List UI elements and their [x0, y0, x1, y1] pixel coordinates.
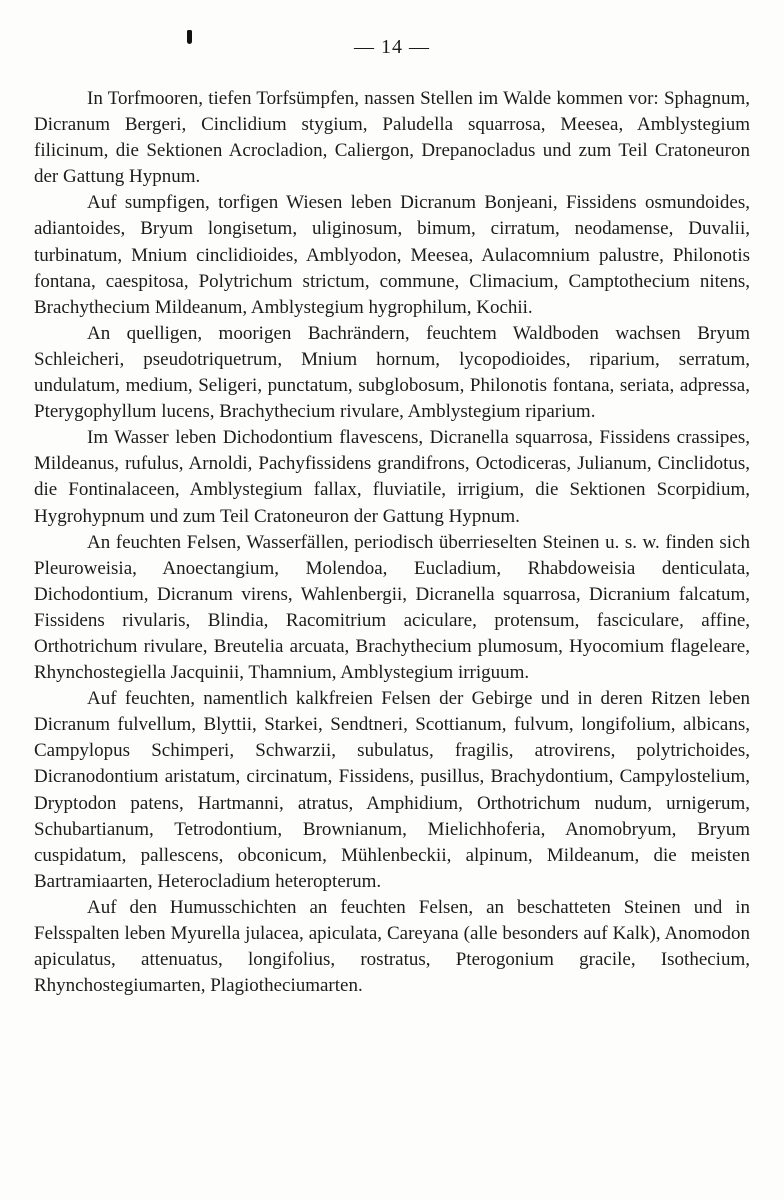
paragraph-feuchte-felsen: An feuchten Felsen, Wasserfällen, periodisch überrieselten Steinen u. s. w. finden sich Pleuroweisia, Anoectangium, Molendoa, Eucladium, Rhabdoweisia denticulata, Dichodontium, Dicranum virens, Wahlenbergii, Dicranella squarrosa, Dicranium falcatum, Fissidens rivularis, Blindia, Racomitrium aciculare, protensum, fasciculare, affine, Orthotrichum rivulare, Breutelia arcuata, Brachythecium plumosum, Hyocomium flageleare, Rhynchostegiella Jacquinii, Thamnium, Amblystegium irriguum. [34, 531, 750, 684]
paragraph-bachraender: An quelligen, moorigen Bachrändern, feuchtem Waldboden wachsen Bryum Schleicheri, pseudotriquetrum, Mnium hornum, lycopodioides, riparium, serratum, undulatum, medium, Seligeri, punctatum, subglobosum, Philonotis fontana, seriata, adpressa, Pterygophyllum lucens, Brachythecium rivulare, Amblystegium riparium. [34, 322, 750, 423]
body-text [34, 86, 750, 999]
paragraph-torfmooren: In Torfmooren, tiefen Torfsümpfen, nassen Stellen im Walde kommen vor: Sphagnum, Dicranum Bergeri, Cinclidium stygium, Paludella squarrosa, Meesea, Amblystegium filicinum, die Sektionen Acrocladion, Caliergon, Drepanocladus und zum Teil Cratoneuron der Gattung Hypnum. [34, 88, 750, 188]
paragraph-wasser: Im Wasser leben Dichodontium flavescens, Dicranella squarrosa, Fissidens crassipes, Mildeanus, rufulus, Arnoldi, Pachyfissidens grandifrons, Octodiceras, Julianum, Cinclidotus, die Fontinalaceen, Amblystegium fallax, fluviatile, irrigium, die Sektionen Scorpidium, Hygrohypnum und zum Teil Cratoneuron der Gattung Hypnum. [34, 427, 750, 527]
paragraph-sumpfige-wiesen: Auf sumpfigen, torfigen Wiesen leben Dicranum Bonjeani, Fissidens osmundoides, adiantoides, Bryum longisetum, uliginosum, bimum, cirratum, neodamense, Duvalii, turbinatum, Mnium cinclidioides, Amblyodon, Meesea, Aulacomnium palustre, Philonotis fontana, caespitosa, Polytrichum strictum, commune, Climacium, Camptothecium nitens, Brachythecium Mildeanum, Amblystegium hygrophilum, Kochii. [34, 192, 750, 318]
paragraph-kalkfreie-felsen: Auf feuchten, namentlich kalkfreien Felsen der Gebirge und in deren Ritzen leben Dicranum fulvellum, Blyttii, Starkei, Sendtneri, Scottianum, fulvum, longifolium, albicans, Campylopus Schimperi, Schwarzii, subulatus, fragilis, atrovirens, polytrichoides, Dicranodontium aristatum, circinatum, Fissidens, pusillus, Brachydontium, Campylostelium, Dryptodon patens, Hartmanni, atratus, Amphidium, Orthotrichum nudum, urnigerum, Schubartianum, Tetrodontium, Brownianum, Mielichhoferia, Anomobryum, Bryum cuspidatum, pallescens, obconicum, Mühlenbeckii, alpinum, Mildeanum, die meisten Bartramiaarten, Heterocladium heteropterum. [34, 688, 750, 892]
page-number-header: — 14 — [354, 36, 430, 58]
paragraph-humusschichten: Auf den Humusschichten an feuchten Felsen, an beschatteten Steinen und in Felsspalten leben Myurella julacea, apiculata, Careyana (alle besonders auf Kalk), Anomodon apiculatus, attenuatus, longifolius, rostratus, Pterogonium gracile, Isothecium, Rhynchostegiumarten, Plagiotheciumarten. [34, 896, 750, 997]
